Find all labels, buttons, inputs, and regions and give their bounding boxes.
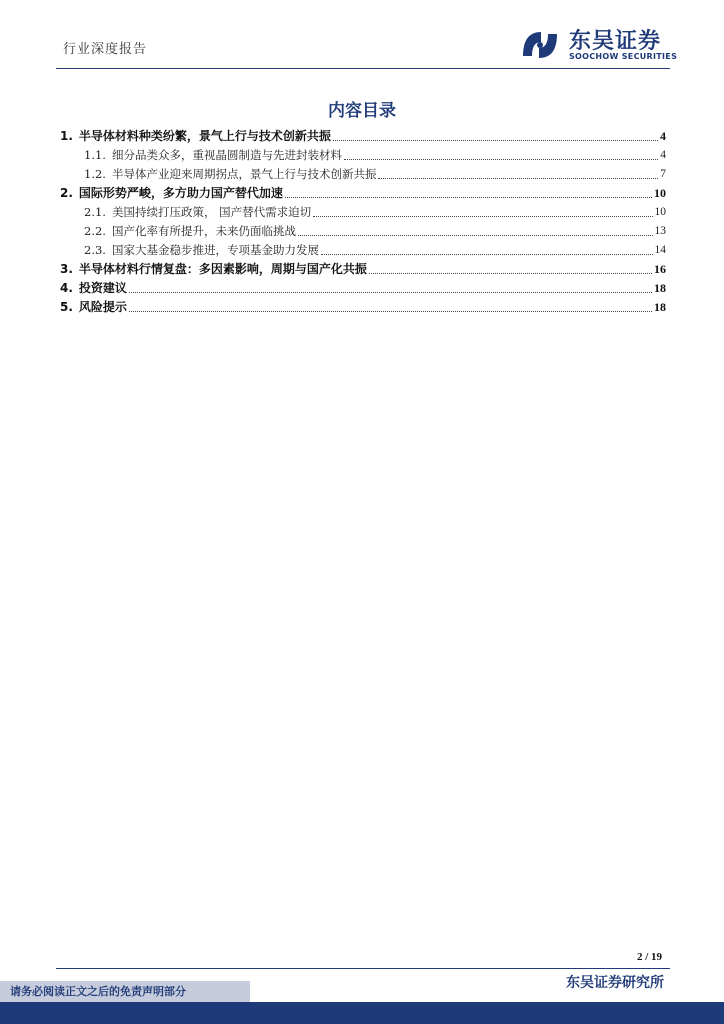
report-type-label: 行业深度报告: [63, 42, 148, 57]
toc-leader-dots: [298, 234, 653, 236]
footer-bar: [0, 1002, 724, 1024]
toc-entry-page: 18: [654, 300, 666, 314]
toc-entry[interactable]: [60, 298, 666, 317]
toc-entry-number: 2.1.: [84, 205, 106, 219]
page-indicator: 2 / 19: [637, 951, 663, 963]
toc-entry[interactable]: [60, 127, 666, 146]
toc-leader-dots: [285, 196, 652, 198]
toc-entry-page: 4: [660, 129, 666, 143]
toc-title: 内容目录: [328, 101, 396, 121]
toc-entry-number: 4.: [60, 281, 73, 295]
toc-entry-number: 2.2.: [84, 224, 106, 238]
footer-organization: 东吴证券研究所: [566, 975, 664, 991]
toc-entry-title: 半导体材料行情复盘：多因素影响，周期与国产化共振: [78, 262, 367, 276]
toc-leader-dots: [129, 291, 652, 293]
toc-entry-title: 国家大基金稳步推进，专项基金助力发展: [111, 243, 319, 257]
toc-entry-page: 14: [654, 244, 666, 256]
toc-entry-number: 1.2.: [84, 167, 106, 181]
toc-entry-page: 4: [660, 149, 666, 161]
toc-entry-title: 美国持续打压政策， 国产替代需求迫切: [111, 205, 312, 219]
toc-entry-number: 2.: [60, 186, 73, 200]
toc-entry-page: 16: [654, 262, 666, 276]
toc-entry-title: 国际形势严峻，多方助力国产替代加速: [78, 186, 283, 200]
toc-entry-page: 18: [654, 281, 666, 295]
toc-entry-title: 细分品类众多，重视晶圆制造与先进封装材料: [111, 148, 342, 162]
logo-subtitle: SOOCHOW SECURITIES: [569, 52, 678, 61]
toc-entry[interactable]: [60, 165, 666, 184]
toc-entry-page: 10: [654, 206, 666, 218]
table-of-contents: [60, 127, 666, 317]
logo-name: 东吴证券: [569, 29, 662, 54]
disclaimer-banner: [0, 981, 250, 1002]
toc-entry[interactable]: [60, 260, 666, 279]
company-logo: [519, 24, 679, 64]
toc-entry-title: 半导体材料种类纷繁，景气上行与技术创新共振: [78, 129, 331, 143]
toc-entry[interactable]: [60, 241, 666, 260]
toc-entry-title: 国产化率有所提升，未来仍面临挑战: [111, 224, 296, 238]
toc-entry-number: 1.1.: [84, 148, 106, 162]
toc-leader-dots: [129, 310, 652, 312]
toc-leader-dots: [321, 253, 653, 255]
toc-entry-page: 13: [654, 225, 666, 237]
toc-entry[interactable]: [60, 146, 666, 165]
toc-entry-title: 半导体产业迎来周期拐点，景气上行与技术创新共振: [111, 167, 377, 181]
footer-divider: [56, 968, 670, 969]
toc-entry[interactable]: [60, 184, 666, 203]
toc-entry-title: 投资建议: [78, 281, 127, 295]
header-divider: [56, 68, 670, 69]
toc-leader-dots: [313, 215, 652, 217]
toc-entry-page: 7: [660, 168, 666, 180]
toc-entry[interactable]: [60, 279, 666, 298]
toc-leader-dots: [344, 158, 658, 160]
toc-entry[interactable]: [60, 203, 666, 222]
toc-leader-dots: [369, 272, 652, 274]
toc-entry-number: 2.3.: [84, 243, 106, 257]
toc-entry-number: 5.: [60, 300, 73, 314]
toc-entry-title: 风险提示: [78, 300, 127, 314]
toc-entry-page: 10: [654, 186, 666, 200]
toc-entry[interactable]: [60, 222, 666, 241]
toc-entry-number: 1.: [60, 129, 73, 143]
disclaimer-text: 请务必阅读正文之后的免责声明部分: [10, 985, 186, 998]
toc-entry-number: 3.: [60, 262, 73, 276]
toc-leader-dots: [378, 177, 658, 179]
toc-leader-dots: [333, 139, 658, 141]
logo-mark-icon: [519, 26, 561, 64]
